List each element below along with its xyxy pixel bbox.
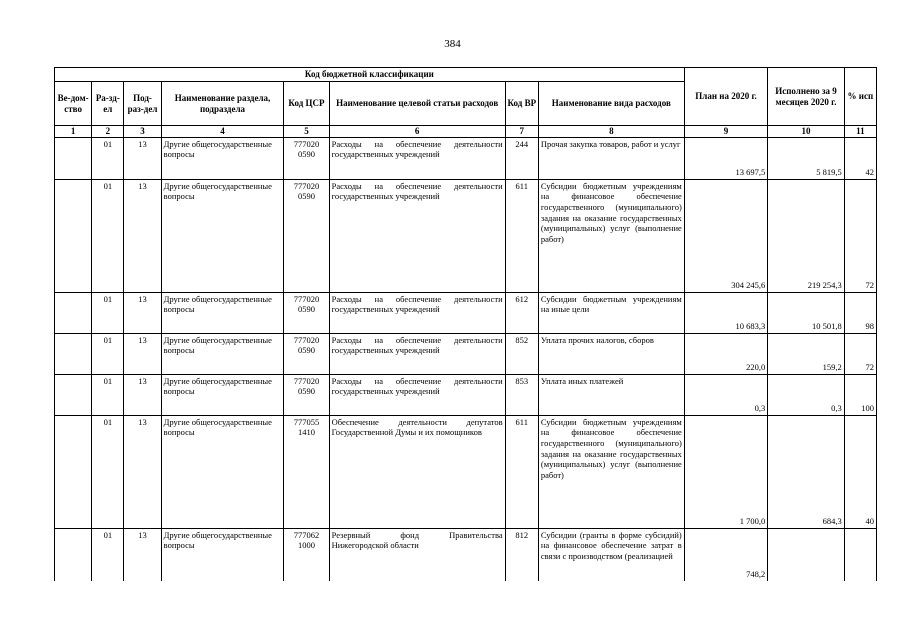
csr-code-cell: 777055 1410 bbox=[284, 415, 329, 528]
plan-cell: 220,0 bbox=[684, 333, 768, 374]
section-cell: 01 bbox=[92, 179, 124, 292]
section-cell: 01 bbox=[92, 137, 124, 179]
table-row bbox=[55, 333, 877, 374]
section-name-cell: Другие общегосударственные вопросы bbox=[161, 137, 284, 179]
csr-code-cell: 777020 0590 bbox=[284, 333, 329, 374]
target-name-cell: Расходы на обеспечение деятельности государственных учреждений bbox=[329, 333, 505, 374]
subsection-cell: 13 bbox=[124, 374, 161, 415]
section-cell: 01 bbox=[92, 374, 124, 415]
vr-code-cell: 812 bbox=[505, 528, 538, 581]
executed-cell bbox=[768, 528, 844, 581]
percent-header: % исп bbox=[844, 68, 876, 126]
section-cell: 01 bbox=[92, 415, 124, 528]
section-name-cell: Другие общегосударственные вопросы bbox=[161, 415, 284, 528]
target-name-cell: Расходы на обеспечение деятельности государственных учреждений bbox=[329, 374, 505, 415]
table-row bbox=[55, 374, 877, 415]
percent-cell: 40 bbox=[844, 415, 876, 528]
vr-code-cell: 853 bbox=[505, 374, 538, 415]
executed-cell: 0,3 bbox=[768, 374, 844, 415]
plan-cell: 1 700,0 bbox=[684, 415, 768, 528]
executed-cell: 684,3 bbox=[768, 415, 844, 528]
table-row bbox=[55, 179, 877, 292]
column-number: 8 bbox=[538, 126, 684, 138]
csr-code-cell: 777062 1000 bbox=[284, 528, 329, 581]
vr-code-cell: 611 bbox=[505, 415, 538, 528]
dept-header: Ве-дом-ство bbox=[55, 82, 92, 126]
subsection-cell: 13 bbox=[124, 528, 161, 581]
csr-code-cell: 777020 0590 bbox=[284, 292, 329, 333]
vr-code-cell: 244 bbox=[505, 137, 538, 179]
expense-type-cell: Субсидии бюджетным учреждениям на финансовое обеспечение государственного (муниципального) задания на оказание государственных (муниципальных) услуг (выполнение работ) bbox=[538, 179, 684, 292]
plan-header: План на 2020 г. bbox=[684, 68, 768, 126]
plan-cell: 10 683,3 bbox=[684, 292, 768, 333]
dept-cell bbox=[55, 292, 92, 333]
column-number: 6 bbox=[329, 126, 505, 138]
table-row bbox=[55, 415, 877, 528]
csr-code-cell: 777020 0590 bbox=[284, 374, 329, 415]
column-number: 3 bbox=[124, 126, 161, 138]
section-name-cell: Другие общегосударственные вопросы bbox=[161, 292, 284, 333]
section-name-cell: Другие общегосударственные вопросы bbox=[161, 179, 284, 292]
table-row bbox=[55, 137, 877, 179]
target-name-cell: Расходы на обеспечение деятельности государственных учреждений bbox=[329, 179, 505, 292]
dept-cell bbox=[55, 528, 92, 581]
dept-cell bbox=[55, 333, 92, 374]
percent-cell: 72 bbox=[844, 179, 876, 292]
section-cell: 01 bbox=[92, 292, 124, 333]
expense-type-cell: Субсидии бюджетным учреждениям на финансовое обеспечение государственного (муниципального) задания на оказание государственных (муниципальных) услуг (выполнение работ) bbox=[538, 415, 684, 528]
vr-code-cell: 611 bbox=[505, 179, 538, 292]
budget-table bbox=[54, 67, 877, 581]
csr-code-cell: 777020 0590 bbox=[284, 179, 329, 292]
expense-type-cell: Прочая закупка товаров, работ и услуг bbox=[538, 137, 684, 179]
target-name-cell: Резервный фонд Правительства Нижегородской области bbox=[329, 528, 505, 581]
executed-cell: 219 254,3 bbox=[768, 179, 844, 292]
executed-cell: 10 501,8 bbox=[768, 292, 844, 333]
target-name-cell: Обеспечение деятельности депутатов Государственной Думы и их помощников bbox=[329, 415, 505, 528]
classification-group-header: Код бюджетной классификации bbox=[55, 68, 685, 82]
dept-cell bbox=[55, 137, 92, 179]
dept-cell bbox=[55, 179, 92, 292]
expense-type-cell: Уплата иных платежей bbox=[538, 374, 684, 415]
column-number: 4 bbox=[161, 126, 284, 138]
section-name-header: Наименование раздела, подраздела bbox=[161, 82, 284, 126]
vr-code-header: Код ВР bbox=[505, 82, 538, 126]
column-number: 2 bbox=[92, 126, 124, 138]
csr-code-header: Код ЦСР bbox=[284, 82, 329, 126]
page-number: 384 bbox=[444, 38, 461, 50]
vr-code-cell: 612 bbox=[505, 292, 538, 333]
executed-header: Исполнено за 9 месяцев 2020 г. bbox=[768, 68, 844, 126]
plan-cell: 13 697,5 bbox=[684, 137, 768, 179]
section-cell: 01 bbox=[92, 333, 124, 374]
expense-type-header: Наименование вида расходов bbox=[538, 82, 684, 126]
table-row bbox=[55, 292, 877, 333]
column-number: 10 bbox=[768, 126, 844, 138]
dept-cell bbox=[55, 415, 92, 528]
plan-cell: 0,3 bbox=[684, 374, 768, 415]
section-name-cell: Другие общегосударственные вопросы bbox=[161, 374, 284, 415]
target-name-header: Наименование целевой статьи расходов bbox=[329, 82, 505, 126]
percent-cell: 42 bbox=[844, 137, 876, 179]
table-row bbox=[55, 528, 877, 581]
executed-cell: 159,2 bbox=[768, 333, 844, 374]
subsection-header: Под-раз-дел bbox=[124, 82, 161, 126]
dept-cell bbox=[55, 374, 92, 415]
expense-type-cell: Субсидии бюджетным учреждениям на иные цели bbox=[538, 292, 684, 333]
column-number: 1 bbox=[55, 126, 92, 138]
expense-type-cell: Уплата прочих налогов, сборов bbox=[538, 333, 684, 374]
subsection-cell: 13 bbox=[124, 415, 161, 528]
vr-code-cell: 852 bbox=[505, 333, 538, 374]
csr-code-cell: 777020 0590 bbox=[284, 137, 329, 179]
subsection-cell: 13 bbox=[124, 333, 161, 374]
section-header: Ра-зд-ел bbox=[92, 82, 124, 126]
percent-cell: 100 bbox=[844, 374, 876, 415]
percent-cell: 72 bbox=[844, 333, 876, 374]
section-name-cell: Другие общегосударственные вопросы bbox=[161, 333, 284, 374]
column-number: 5 bbox=[284, 126, 329, 138]
column-number: 9 bbox=[684, 126, 768, 138]
plan-cell: 748,2 bbox=[684, 528, 768, 581]
subsection-cell: 13 bbox=[124, 179, 161, 292]
column-number: 7 bbox=[505, 126, 538, 138]
percent-cell bbox=[844, 528, 876, 581]
column-number: 11 bbox=[844, 126, 876, 138]
subsection-cell: 13 bbox=[124, 137, 161, 179]
subsection-cell: 13 bbox=[124, 292, 161, 333]
target-name-cell: Расходы на обеспечение деятельности государственных учреждений bbox=[329, 137, 505, 179]
executed-cell: 5 819,5 bbox=[768, 137, 844, 179]
section-name-cell: Другие общегосударственные вопросы bbox=[161, 528, 284, 581]
section-cell: 01 bbox=[92, 528, 124, 581]
plan-cell: 304 245,6 bbox=[684, 179, 768, 292]
percent-cell: 98 bbox=[844, 292, 876, 333]
target-name-cell: Расходы на обеспечение деятельности государственных учреждений bbox=[329, 292, 505, 333]
expense-type-cell: Субсидии (гранты в форме субсидий) на финансовое обеспечение затрат в связи с производством (реализацией bbox=[538, 528, 684, 581]
